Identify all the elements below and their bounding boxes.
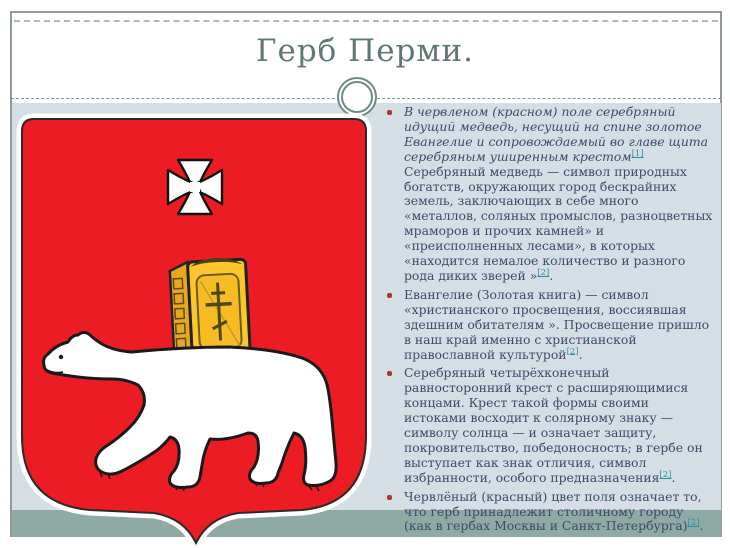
bullet-text-segment: . (671, 469, 676, 485)
bullet-list (386, 105, 714, 534)
coat-of-arms-svg (14, 111, 374, 548)
bullet-text-segment: . (699, 518, 704, 534)
citation-link[interactable]: [2] (537, 267, 550, 278)
bullet-marker-icon (387, 293, 392, 298)
citation-link[interactable]: [2] (566, 346, 579, 357)
bullet-item (386, 288, 714, 363)
bullet-text-segment: Серебряный медведь — символ природных богатств, окружающих город бескрайних земель, заключающих в себе много «металлов, соляных промыслов, разноцветных мраморов и прочих камней» и «преисполненных лесами», в которых «находится немалое количество и разного рода диких зверей » (404, 163, 713, 283)
citation-link[interactable]: [2] (687, 518, 700, 529)
bullet-marker-icon (387, 371, 392, 376)
top-dashed-rule (14, 20, 718, 22)
bullet-marker-icon (387, 110, 392, 115)
bullet-text-segment: . (578, 346, 583, 362)
bullet-item (386, 105, 714, 284)
citation-link[interactable]: [1] (631, 148, 644, 159)
bullet-item (386, 490, 714, 535)
divider-circle-inner-ring (341, 81, 373, 113)
description-text-column (386, 105, 714, 538)
bullet-text-segment: Евангелие (Золотая книга) — символ «христианского просвещения, воссиявшая здешним обитателям ». Просвещение пришло в наш край именно с христианской православной культурой (404, 286, 710, 362)
coat-of-arms-image (14, 111, 374, 548)
bear-eye (59, 355, 63, 359)
bullet-text-segment: . (549, 267, 554, 283)
bullet-text-segment: В червленом (красном) поле серебряный идущий медведь, несущий на спине золотое Евангелие и сопровождаемый во главе щита серебряным уширенным крестом (404, 104, 708, 164)
bullet-text-segment: Серебряный четырёхконечный равносторонний крест с расширяющимися концами. Крест такой формы своими истоками восходит к солярному знаку — символу солнца — и означает защиту, покровительство, победоносность; в гербе он выступает как знак отличия, символ избранности, особого предназначения (404, 365, 703, 485)
bullet-marker-icon (387, 495, 392, 500)
slide-title: Герб Перми. (255, 33, 475, 69)
bullet-item (386, 366, 714, 485)
citation-link[interactable]: [2] (659, 469, 672, 480)
bullet-text-segment: Червлёный (красный) цвет поля означает то, что герб принадлежит столичному городу (как в гербах Москвы и Санкт-Петербурга) (404, 488, 702, 534)
